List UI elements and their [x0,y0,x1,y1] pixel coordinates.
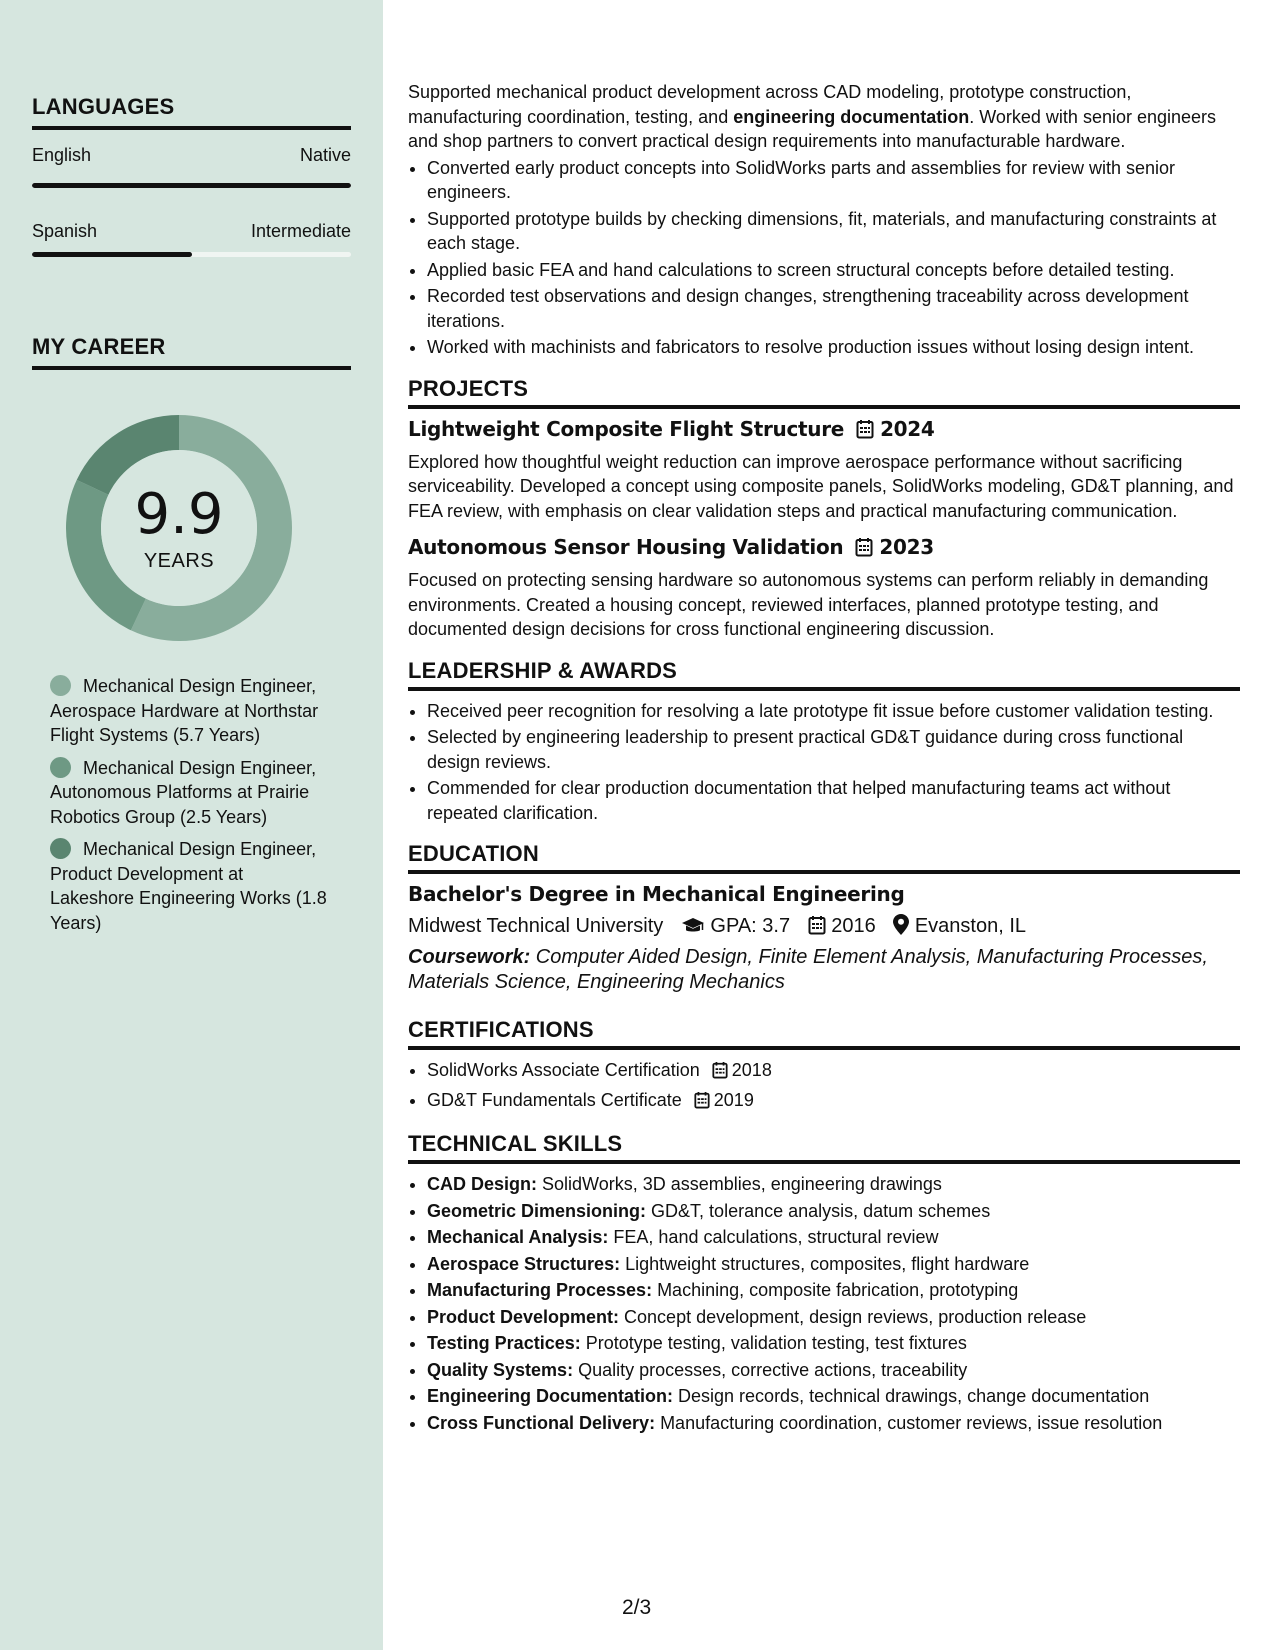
language-proficiency-fill [32,252,192,257]
language-proficiency-bar [32,183,351,188]
language-name: Spanish [32,221,98,241]
leadership-bullets [408,699,1240,826]
skill-label: Mechanical Analysis: [427,1227,609,1247]
career-list [50,674,330,943]
leadership-bullet: • Selected by engineering leadership to present practical GD&T guidance during cross functional design reviews. [427,725,1240,774]
skill-value: GD&T, tolerance analysis, datum schemes [646,1200,991,1221]
language-row [32,145,351,166]
skill-value: Manufacturing coordination, customer reviews, issue resolution [655,1412,1163,1433]
summary-bold-text: engineering documentation [733,106,970,127]
certification-year: 2019 [713,1089,754,1110]
main-content [408,80,1240,1437]
sidebar [0,0,383,1650]
skills-list [408,1172,1240,1435]
skill-label: Aerospace Structures: [427,1253,621,1274]
experience-bullet: • Converted early product concepts into SolidWorks parts and assemblies for review with senior engineers. [427,156,1240,205]
leadership-bullet: • Commended for clear production documentation that helped manufacturing teams act without repeated clarification. [427,776,1240,825]
language-proficiency-fill [32,183,351,188]
skill-value: Lightweight structures, composites, flight hardware [620,1253,1030,1274]
career-title: MY CAREER [32,334,351,370]
calendar-icon [856,419,874,444]
education-school: Midwest Technical University [408,915,664,937]
certifications-title: CERTIFICATIONS [408,1017,1240,1050]
map-pin-icon [893,914,909,943]
certification-item [427,1058,1240,1086]
education-details [408,912,1240,943]
skill-value: Quality processes, corrective actions, traceability [573,1359,968,1380]
skill-label: Quality Systems: [427,1359,574,1380]
summary-text: Supported mechanical product development across CAD modeling, prototype construction, manufacturing coordination, testing, and [408,82,1132,127]
coursework-label: Coursework: [408,946,531,968]
project-description: Explored how thoughtful weight reduction can improve aerospace performance without sacrificing serviceability. Developed a concept using composite panels, SolidWorks modeling, GD&T planning, and FEA review, with emphasis on clear validation steps and practical manufacturing communication. [408,451,1234,521]
skill-item [427,1172,1240,1197]
project-year: 2023 [879,535,934,559]
career-color-dot [50,838,71,859]
skill-value: SolidWorks, 3D assemblies, engineering drawings [537,1174,942,1194]
experience-bullet: • Worked with machinists and fabricators to resolve production issues without losing design intent. [427,335,1240,360]
skill-label: CAD Design: [427,1174,538,1194]
experience-bullet: • Supported prototype builds by checking dimensions, fit, materials, and manufacturing constraints at each stage. [427,207,1240,256]
project-heading [408,417,1240,444]
calendar-icon [855,537,873,562]
education-coursework [408,945,1240,995]
skill-item [427,1305,1240,1330]
leadership-title: LEADERSHIP & AWARDS [408,658,1240,691]
certifications-list [408,1058,1240,1115]
language-level: Native [299,145,351,165]
project-name: Autonomous Sensor Housing Validation [408,535,844,559]
project-year: 2024 [880,416,935,441]
experience-bullets [408,156,1240,360]
skill-value: Concept development, design reviews, production release [619,1306,1087,1327]
project-name: Lightweight Composite Flight Structure [408,416,845,441]
calendar-icon [808,915,826,943]
career-item [50,837,330,935]
skill-label: Testing Practices: [427,1333,581,1353]
education-year: 2016 [831,915,876,937]
career-color-dot [50,757,71,778]
experience-bullet: • Applied basic FEA and hand calculations to screen structural concepts before detailed testing. [427,258,1240,283]
certification-name: SolidWorks Associate Certification [427,1060,700,1080]
skill-item [427,1331,1240,1356]
skills-title: TECHNICAL SKILLS [408,1131,1240,1164]
graduation-cap-icon [681,915,705,943]
career-item [50,756,330,830]
languages-title: LANGUAGES [32,94,351,130]
career-donut-chart [66,415,292,641]
skill-item [427,1384,1240,1409]
skill-item [427,1411,1240,1436]
career-item-text: Mechanical Design Engineer, Autonomous Platforms at Prairie Robotics Group (2.5 Years) [50,757,317,827]
skill-label: Manufacturing Processes: [427,1280,653,1300]
education-title: EDUCATION [408,841,1240,874]
skill-item [427,1278,1240,1303]
skill-value: Prototype testing, validation testing, test fixtures [580,1333,967,1353]
skill-value: Machining, composite fabrication, prototyping [652,1280,1019,1300]
career-item [50,674,330,748]
coursework-list: Computer Aided Design, Finite Element Analysis, Manufacturing Processes, Materials Science, Engineering Mechanics [408,946,1208,993]
career-item-text: Mechanical Design Engineer, Aerospace Hardware at Northstar Flight Systems (5.7 Years) [50,676,319,745]
career-color-dot [50,675,71,696]
skill-label: Product Development: [427,1306,620,1327]
skill-value: FEA, hand calculations, structural review [608,1227,939,1247]
career-years-label: YEARS [143,550,215,572]
language-proficiency-bar [32,252,351,257]
career-item-text: Mechanical Design Engineer, Product Development at Lakeshore Engineering Works (1.8 Years) [50,839,327,933]
language-level: Intermediate [250,221,351,241]
education-location: Evanston, IL [914,915,1027,937]
skill-item [427,1358,1240,1383]
project-description: Focused on protecting sensing hardware so autonomous systems can perform reliably in demanding environments. Created a housing concept, reviewed interfaces, planned prototype testing, and documented design decisions for cross functional engineering discussion. [408,570,1209,639]
experience-bullet: • Recorded test observations and design changes, strengthening traceability across development iterations. [427,284,1240,333]
project-heading [408,535,1240,562]
skill-item [427,1199,1240,1224]
education-gpa: GPA: 3.7 [710,915,791,937]
experience-summary [408,80,1240,154]
certification-name: GD&T Fundamentals Certificate [427,1089,682,1110]
projects-title: PROJECTS [408,376,1240,409]
skill-item [427,1252,1240,1277]
language-row [32,221,351,242]
education-degree: Bachelor's Degree in Mechanical Engineering [408,882,905,906]
skill-label: Cross Functional Delivery: [427,1412,656,1433]
page-indicator: 2/3 [622,1596,652,1619]
calendar-icon [712,1061,728,1086]
career-total-years: 9.9 [134,482,224,547]
skill-value: Design records, technical drawings, change documentation [673,1386,1150,1406]
skill-item [427,1225,1240,1250]
certification-year: 2018 [731,1060,772,1080]
summary-text: . Worked with senior engineers and shop partners to convert practical design requirements into manufacturable hardware. [408,106,1217,151]
leadership-bullet: • Received peer recognition for resolving a late prototype fit issue before customer validation testing. [427,699,1240,724]
certification-item [427,1088,1240,1116]
skill-label: Geometric Dimensioning: [427,1200,647,1221]
skill-label: Engineering Documentation: [427,1386,674,1406]
language-name: English [32,145,92,165]
calendar-icon [694,1091,710,1116]
